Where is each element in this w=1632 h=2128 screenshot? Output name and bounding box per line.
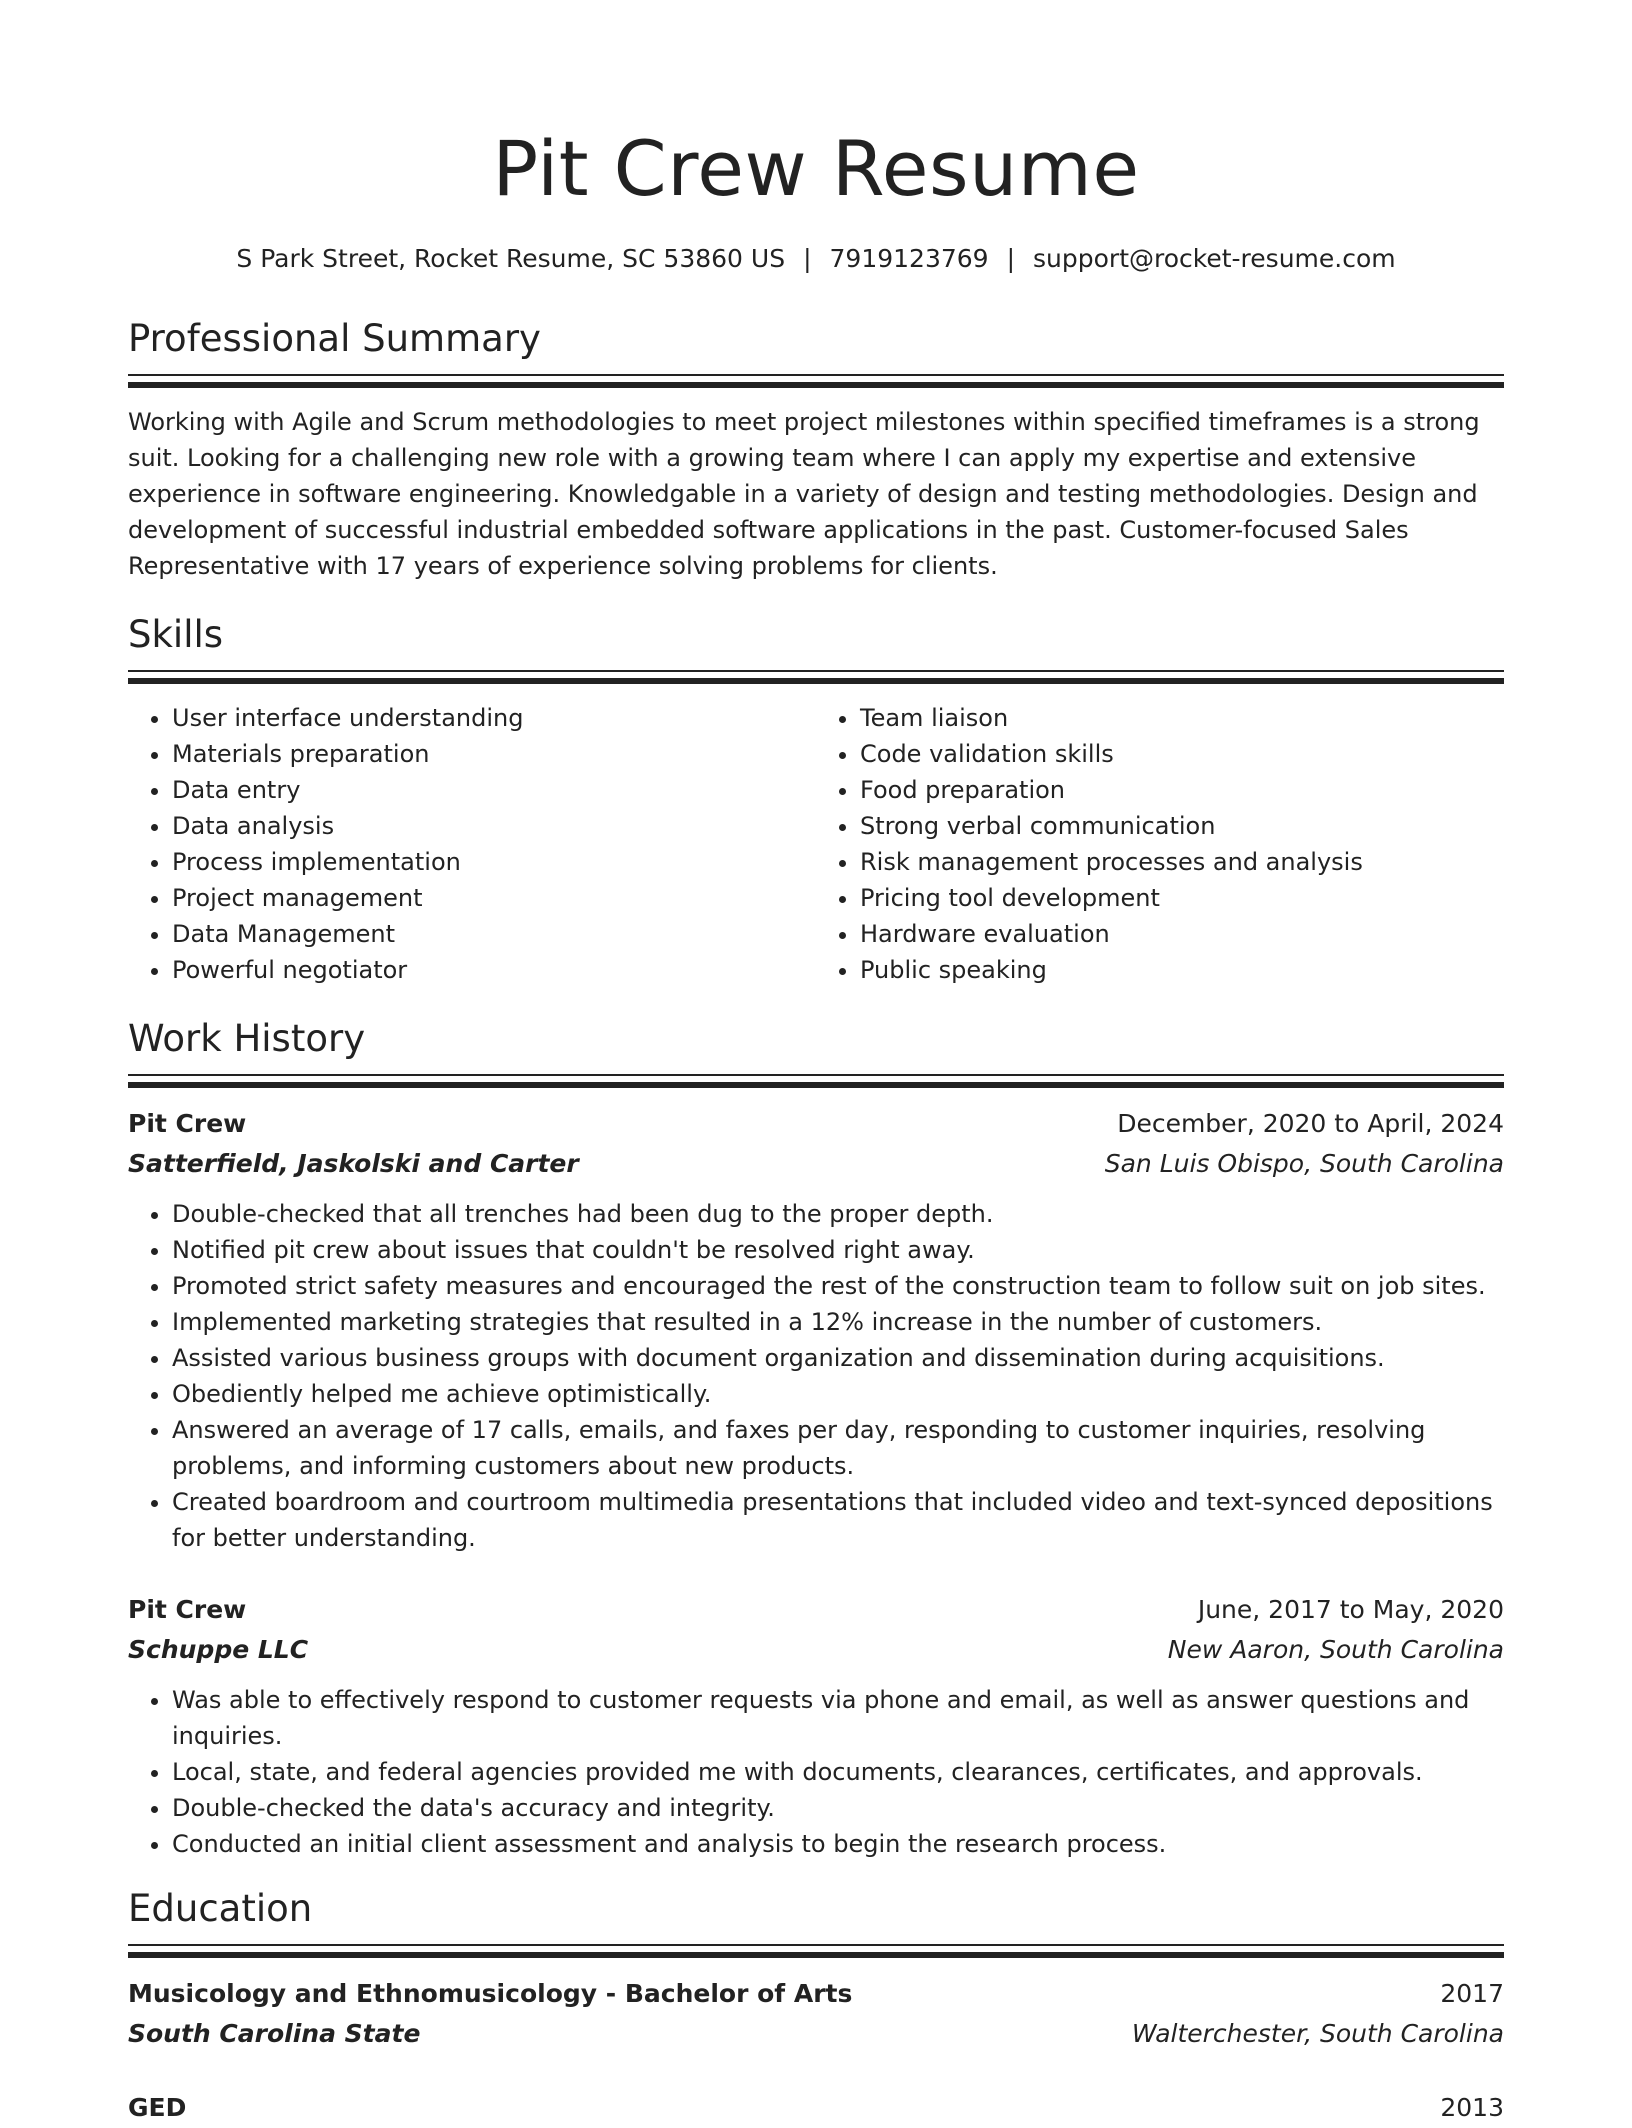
job-company-row <box>128 1144 1504 1184</box>
skill-item: • Data Management <box>172 916 816 952</box>
skills-grid <box>128 700 1504 988</box>
summary-heading: Professional Summary <box>128 317 541 360</box>
education-year: 2013 <box>1440 2093 1504 2122</box>
section-divider <box>128 1944 1504 1958</box>
contact-separator: | <box>1006 244 1016 273</box>
job-header-row <box>128 1104 1504 1144</box>
contact-phone: 7919123769 <box>829 244 989 273</box>
summary-section <box>128 316 1504 584</box>
job-company-row <box>128 1630 1504 1670</box>
job-company: Schuppe LLC <box>128 1635 309 1664</box>
contact-address: S Park Street, Rocket Resume, SC 53860 US <box>236 244 786 273</box>
job-dates: June, 2017 to May, 2020 <box>1197 1595 1504 1624</box>
job-bullet: • Assisted various business groups with document organization and dissemination during acquisitions. <box>172 1340 1504 1376</box>
education-degree: Musicology and Ethnomusicology - Bachelor of Arts <box>128 1979 853 2008</box>
skill-item: • Pricing tool development <box>860 880 1504 916</box>
job-entry <box>128 1590 1504 1862</box>
skills-section <box>128 612 1504 988</box>
section-divider <box>128 374 1504 388</box>
job-entry <box>128 1104 1504 1556</box>
education-entry <box>128 1974 1504 2054</box>
education-heading: Education <box>128 1887 313 1930</box>
job-bullet: • Conducted an initial client assessment and analysis to begin the research process. <box>172 1826 1504 1862</box>
skill-item: • Code validation skills <box>860 736 1504 772</box>
contact-separator: | <box>803 244 812 273</box>
job-bullet: • Promoted strict safety measures and encouraged the rest of the construction team to follow suit on job sites. <box>172 1268 1504 1304</box>
job-location: San Luis Obispo, South Carolina <box>1104 1149 1504 1178</box>
job-header-row <box>128 1590 1504 1630</box>
job-bullet: • Obediently helped me achieve optimistically. <box>172 1376 1504 1412</box>
education-degree-row <box>128 2088 1504 2128</box>
job-company: Satterfield, Jaskolski and Carter <box>128 1149 579 1178</box>
skills-left-column <box>128 700 816 988</box>
work-history-heading: Work History <box>128 1017 366 1060</box>
education-location: Walterchester, South Carolina <box>1131 2019 1504 2048</box>
job-title: Pit Crew <box>128 1109 247 1138</box>
job-bullet: • Was able to effectively respond to customer requests via phone and email, as well as answer questions and inquiries. <box>172 1682 1504 1754</box>
education-section <box>128 1886 1504 2128</box>
resume-name: Pit Crew Resume <box>492 124 1140 213</box>
skill-item: • Risk management processes and analysis <box>860 844 1504 880</box>
summary-text: Working with Agile and Scrum methodologies to meet project milestones within specified timeframes is a strong suit. Looking for a challenging new role with a growing team where I can apply my expertise and extensive experience in software engineering. Knowledgable in a variety of design and testing methodologies. Design and development of successful industrial embedded software applications in the past. Customer-focused Sales Representative with 17 years of experience solving problems for clients. <box>128 408 1480 580</box>
skill-item: • Hardware evaluation <box>860 916 1504 952</box>
skill-item: • Materials preparation <box>172 736 816 772</box>
skills-right-column <box>816 700 1504 988</box>
skill-item: • Team liaison <box>860 700 1504 736</box>
education-entry <box>128 2088 1504 2128</box>
education-degree-row <box>128 1974 1504 2014</box>
section-divider <box>128 1074 1504 1088</box>
job-bullets <box>128 1196 1504 1556</box>
skill-item: • User interface understanding <box>172 700 816 736</box>
skills-left-list <box>128 700 816 988</box>
skill-item: • Public speaking <box>860 952 1504 988</box>
job-bullet: • Notified pit crew about issues that couldn't be resolved right away. <box>172 1232 1504 1268</box>
education-year: 2017 <box>1440 1979 1504 2008</box>
skill-item: • Food preparation <box>860 772 1504 808</box>
job-bullet: • Local, state, and federal agencies provided me with documents, clearances, certificates, and approvals. <box>172 1754 1504 1790</box>
work-history-section <box>128 1016 1504 1862</box>
job-bullet: • Created boardroom and courtroom multimedia presentations that included video and text-synced depositions for better understanding. <box>172 1484 1504 1556</box>
job-title: Pit Crew <box>128 1595 247 1624</box>
section-divider <box>128 670 1504 684</box>
contact-line <box>128 242 1504 276</box>
skills-heading: Skills <box>128 613 224 656</box>
job-dates: December, 2020 to April, 2024 <box>1117 1109 1504 1138</box>
skill-item: • Data entry <box>172 772 816 808</box>
job-bullet: • Double-checked that all trenches had been dug to the proper depth. <box>172 1196 1504 1232</box>
job-bullet: • Double-checked the data's accuracy and integrity. <box>172 1790 1504 1826</box>
skill-item: • Strong verbal communication <box>860 808 1504 844</box>
skills-right-list <box>816 700 1504 988</box>
job-bullets <box>128 1682 1504 1862</box>
skill-item: • Project management <box>172 880 816 916</box>
contact-email: support@rocket-resume.com <box>1033 244 1396 273</box>
job-bullet: • Answered an average of 17 calls, emails, and faxes per day, responding to customer inquiries, resolving problems, and informing customers about new products. <box>172 1412 1504 1484</box>
skill-item: • Powerful negotiator <box>172 952 816 988</box>
education-degree: GED <box>128 2093 187 2122</box>
skill-item: • Data analysis <box>172 808 816 844</box>
education-school-row <box>128 2014 1504 2054</box>
education-school: South Carolina State <box>128 2019 421 2048</box>
job-bullet: • Implemented marketing strategies that resulted in a 12% increase in the number of customers. <box>172 1304 1504 1340</box>
job-location: New Aaron, South Carolina <box>1167 1635 1504 1664</box>
skill-item: • Process implementation <box>172 844 816 880</box>
